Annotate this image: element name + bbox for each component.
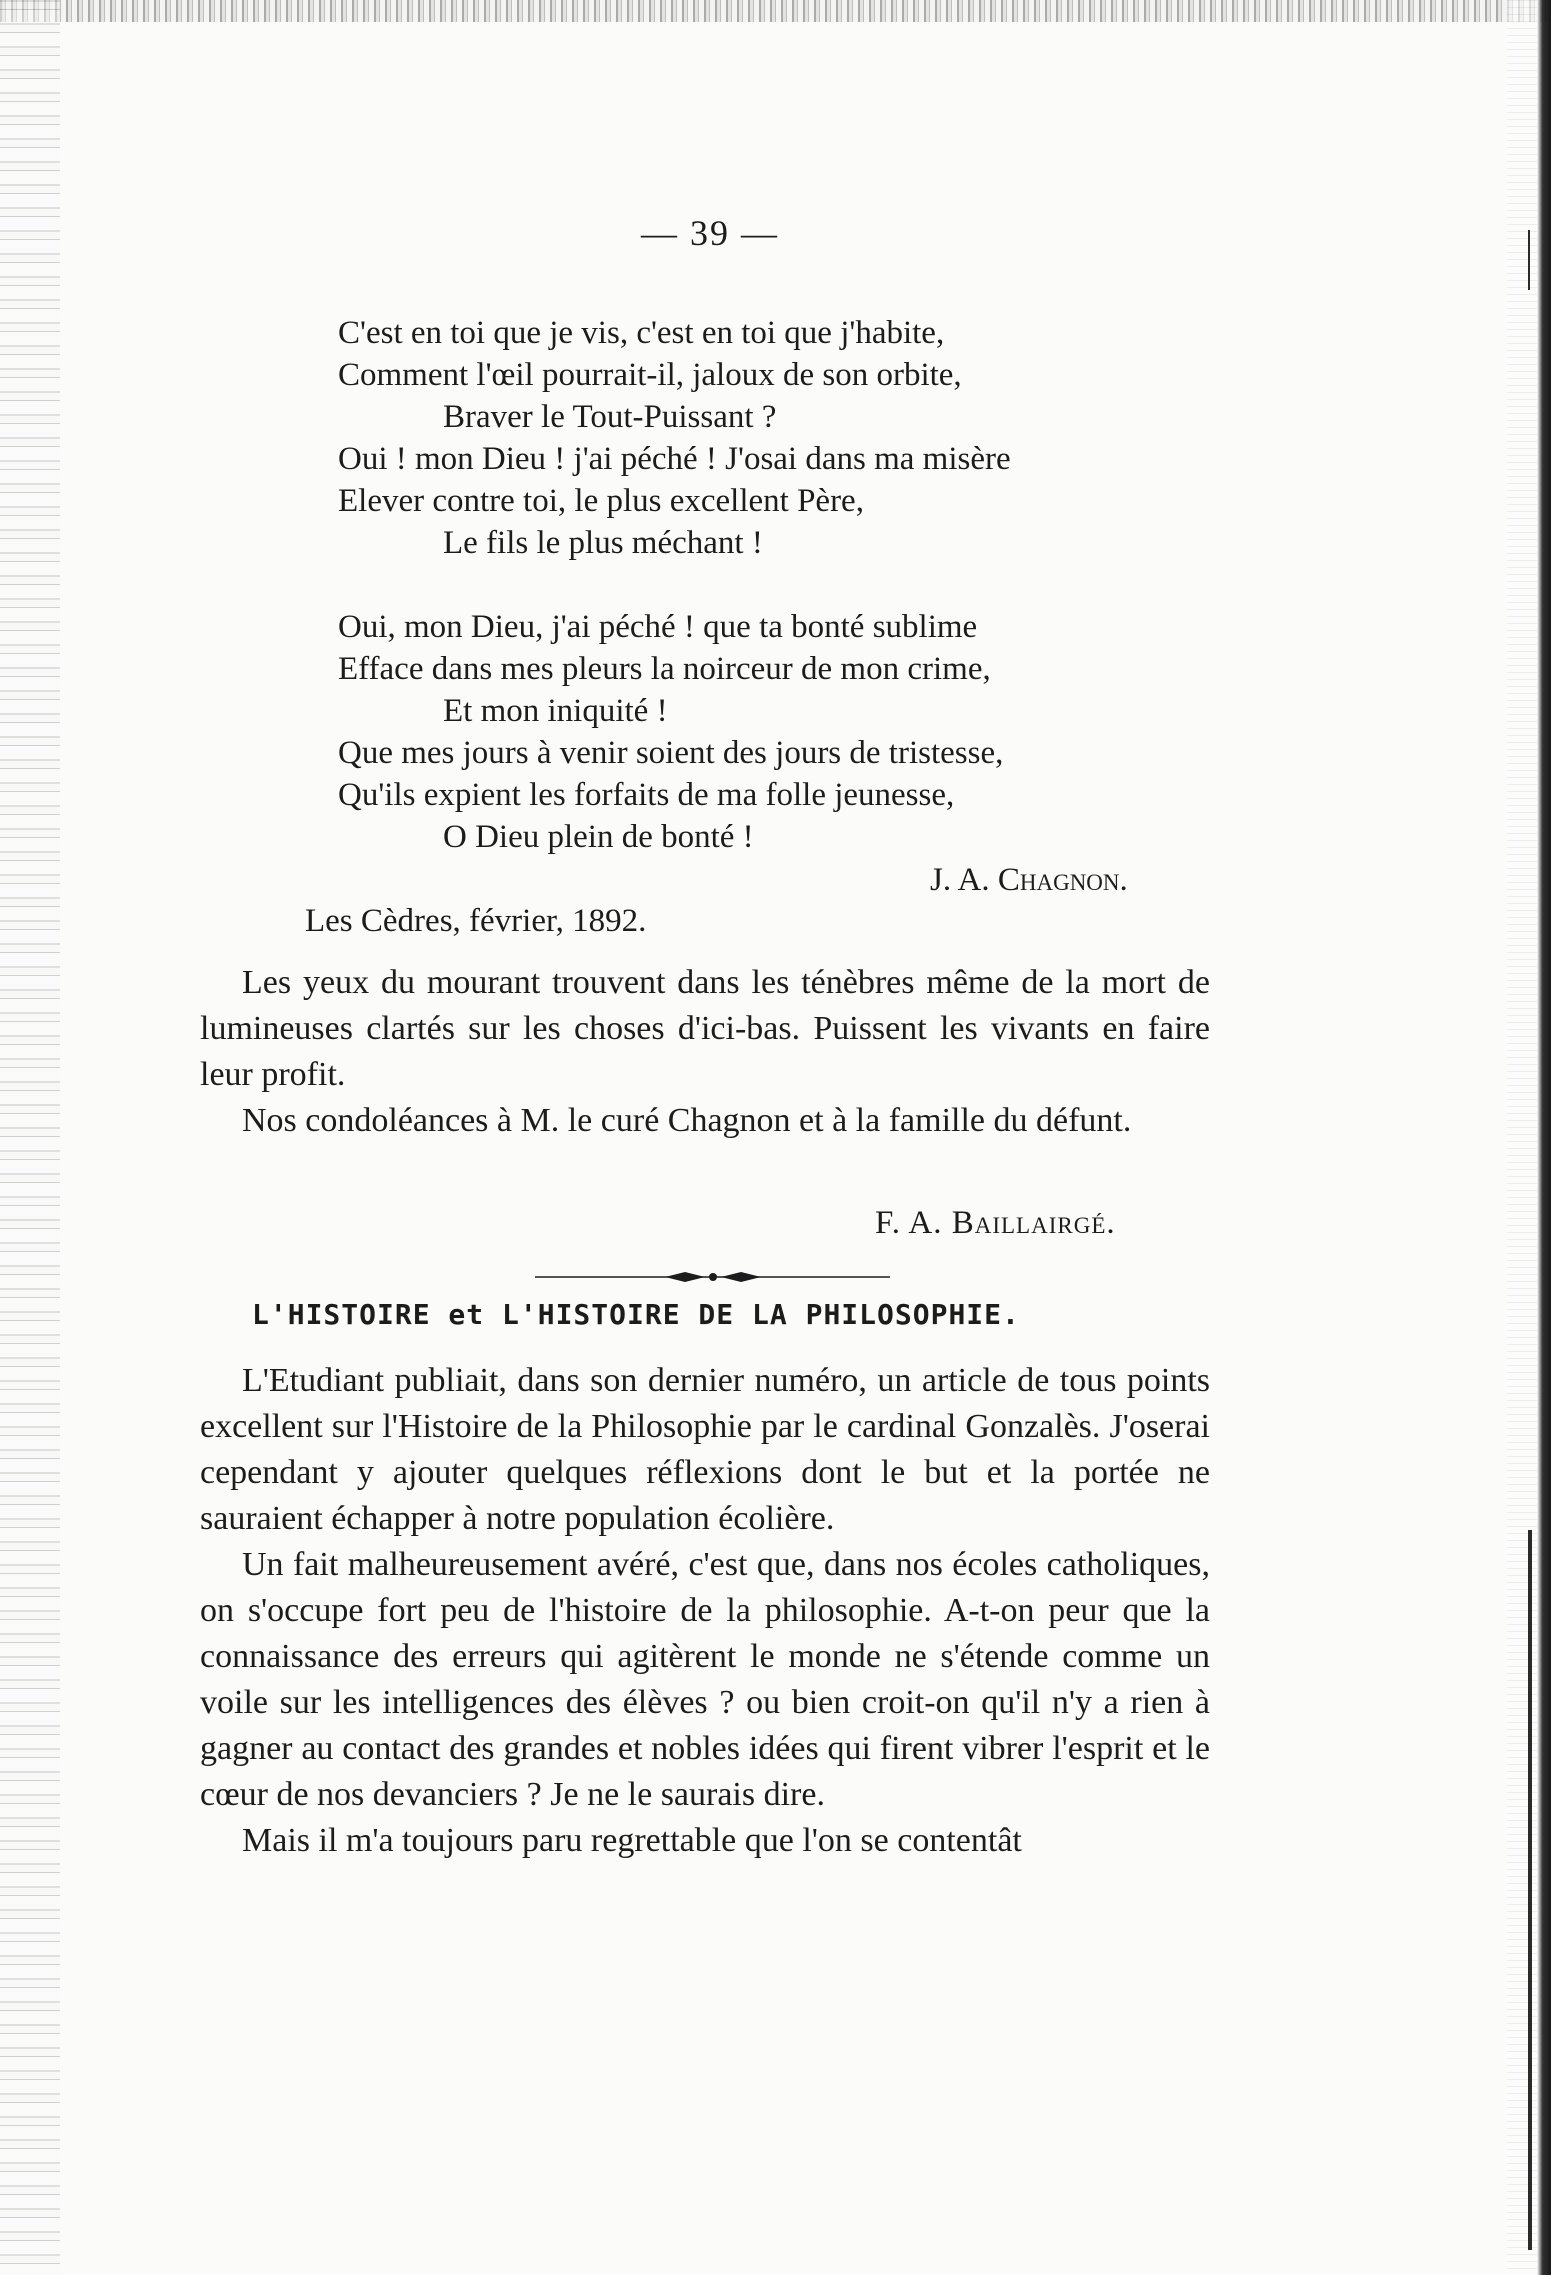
poem-line: Et mon iniquité ! [443, 693, 668, 729]
poem-line: Oui ! mon Dieu ! j'ai péché ! J'osai dans ma misère [338, 441, 1011, 477]
notice-text [200, 960, 1210, 1144]
margin-mark [1528, 230, 1530, 290]
notice-signature: F. A. Baillairgé. [875, 1205, 1116, 1241]
scan-edge-left [0, 0, 60, 2275]
stanza-break [338, 564, 1011, 606]
notice-paragraph: Nos condoléances à M. le curé Chagnon et à la famille du défunt. [242, 1102, 1132, 1139]
article-paragraph: Un fait malheureusement avéré, c'est que, dans nos écoles catholiques, on s'occupe fort peu de l'histoire de la philosophie. A-t-on peur que la connaissance des erreurs qui agitèrent le monde ne s'étende comme un voile sur les intelligences des élèves ? ou bien croit-on qu'il n'y a rien à gagner au contact des grandes et nobles idées qui firent vibrer l'esprit et le cœur de nos devanciers ? Je ne le saurais dire. [200, 1546, 1210, 1813]
scan-edge-top [0, 0, 1551, 22]
section-divider [535, 1272, 890, 1282]
article-text [200, 1358, 1210, 1864]
poem-line: C'est en toi que je vis, c'est en toi que j'habite, [338, 315, 945, 351]
scan-edge-right [1537, 0, 1551, 2275]
scan-edge-right-noise [1507, 0, 1537, 2275]
page-number: — 39 — [641, 213, 779, 253]
article-paragraph: L'Etudiant publiait, dans son dernier numéro, un article de tous points excellent sur l'Histoire de la Philosophie par le cardinal Gonzalès. J'oserai cependant y ajouter quelques réflexions dont le but et la portée ne sauraient échapper à notre population écolière. [200, 1362, 1210, 1537]
poem-line: Comment l'œil pourrait-il, jaloux de son orbite, [338, 357, 962, 393]
poem [338, 312, 1011, 858]
poem-line: Que mes jours à venir soient des jours de tristesse, [338, 735, 1004, 771]
article-paragraph: Mais il m'a toujours paru regrettable que l'on se contentât [242, 1822, 1022, 1859]
margin-mark [1528, 1530, 1532, 2250]
poem-line: Qu'ils expient les forfaits de ma folle jeunesse, [338, 777, 955, 813]
poem-line: Le fils le plus méchant ! [443, 525, 763, 561]
poem-line: Oui, mon Dieu, j'ai péché ! que ta bonté sublime [338, 609, 978, 645]
poem-line: Efface dans mes pleurs la noirceur de mon crime, [338, 651, 991, 687]
poem-line: Braver le Tout-Puissant ? [443, 399, 777, 435]
poem-line: Elever contre toi, le plus excellent Père, [338, 483, 864, 519]
poem-line: O Dieu plein de bonté ! [443, 819, 754, 855]
notice-paragraph: Les yeux du mourant trouvent dans les ténèbres même de la mort de lumineuses clartés sur les choses d'ici-bas. Puissent les vivants en faire leur profit. [200, 964, 1210, 1093]
poem-place-date: Les Cèdres, février, 1892. [305, 903, 647, 939]
poem-signature: J. A. Chagnon. [930, 862, 1128, 898]
article-heading: L'HISTOIRE et L'HISTOIRE DE LA PHILOSOPHIE. [252, 1298, 1020, 1331]
